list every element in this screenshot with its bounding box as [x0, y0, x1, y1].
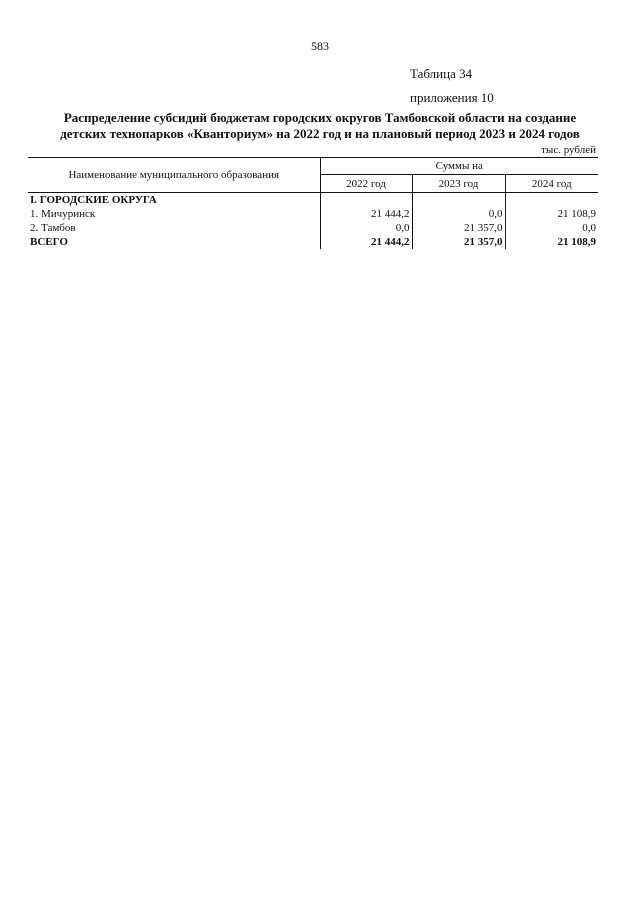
header-municipality: Наименование муниципального образования: [28, 158, 320, 193]
total-value-2023: 21 357,0: [412, 235, 505, 249]
units-label: тыс. рублей: [541, 144, 596, 156]
document-title: [30, 110, 610, 142]
row-value-2023: 21 357,0: [412, 221, 505, 235]
subsidy-table: [28, 157, 598, 249]
title-line-1: Распределение субсидий бюджетам городских округов Тамбовской области на создание: [63, 110, 577, 125]
header-year-2024: 2024 год: [505, 175, 598, 193]
total-row: [28, 235, 598, 249]
row-value-2024: 0,0: [505, 221, 598, 235]
header-year-2023: 2023 год: [412, 175, 505, 193]
table-label: Таблица 34: [410, 66, 473, 81]
page-number: 583: [311, 39, 329, 53]
header-year-2022: 2022 год: [320, 175, 412, 193]
section-row: [28, 193, 598, 208]
header-row-1: [28, 158, 598, 175]
section-title: I. ГОРОДСКИЕ ОКРУГА: [30, 194, 157, 206]
total-value-2022: 21 444,2: [320, 235, 412, 249]
section-cell-2022: [320, 193, 412, 208]
appendix-label: приложения 10: [410, 90, 494, 105]
header-sums: Суммы на: [320, 158, 598, 175]
row-name: 2. Тамбов: [30, 222, 76, 234]
table-row: [28, 221, 598, 235]
total-value-2024: 21 108,9: [505, 235, 598, 249]
row-name: 1. Мичуринск: [30, 208, 96, 220]
row-value-2024: 21 108,9: [505, 207, 598, 221]
section-cell-2023: [412, 193, 505, 208]
row-value-2022: 21 444,2: [320, 207, 412, 221]
title-line-2: детских технопарков «Кванториум» на 2022 год и на плановый период 2023 и 2024 годов: [60, 126, 580, 141]
section-cell-2024: [505, 193, 598, 208]
row-value-2023: 0,0: [412, 207, 505, 221]
row-value-2022: 0,0: [320, 221, 412, 235]
table-row: [28, 207, 598, 221]
total-label: ВСЕГО: [30, 236, 68, 248]
